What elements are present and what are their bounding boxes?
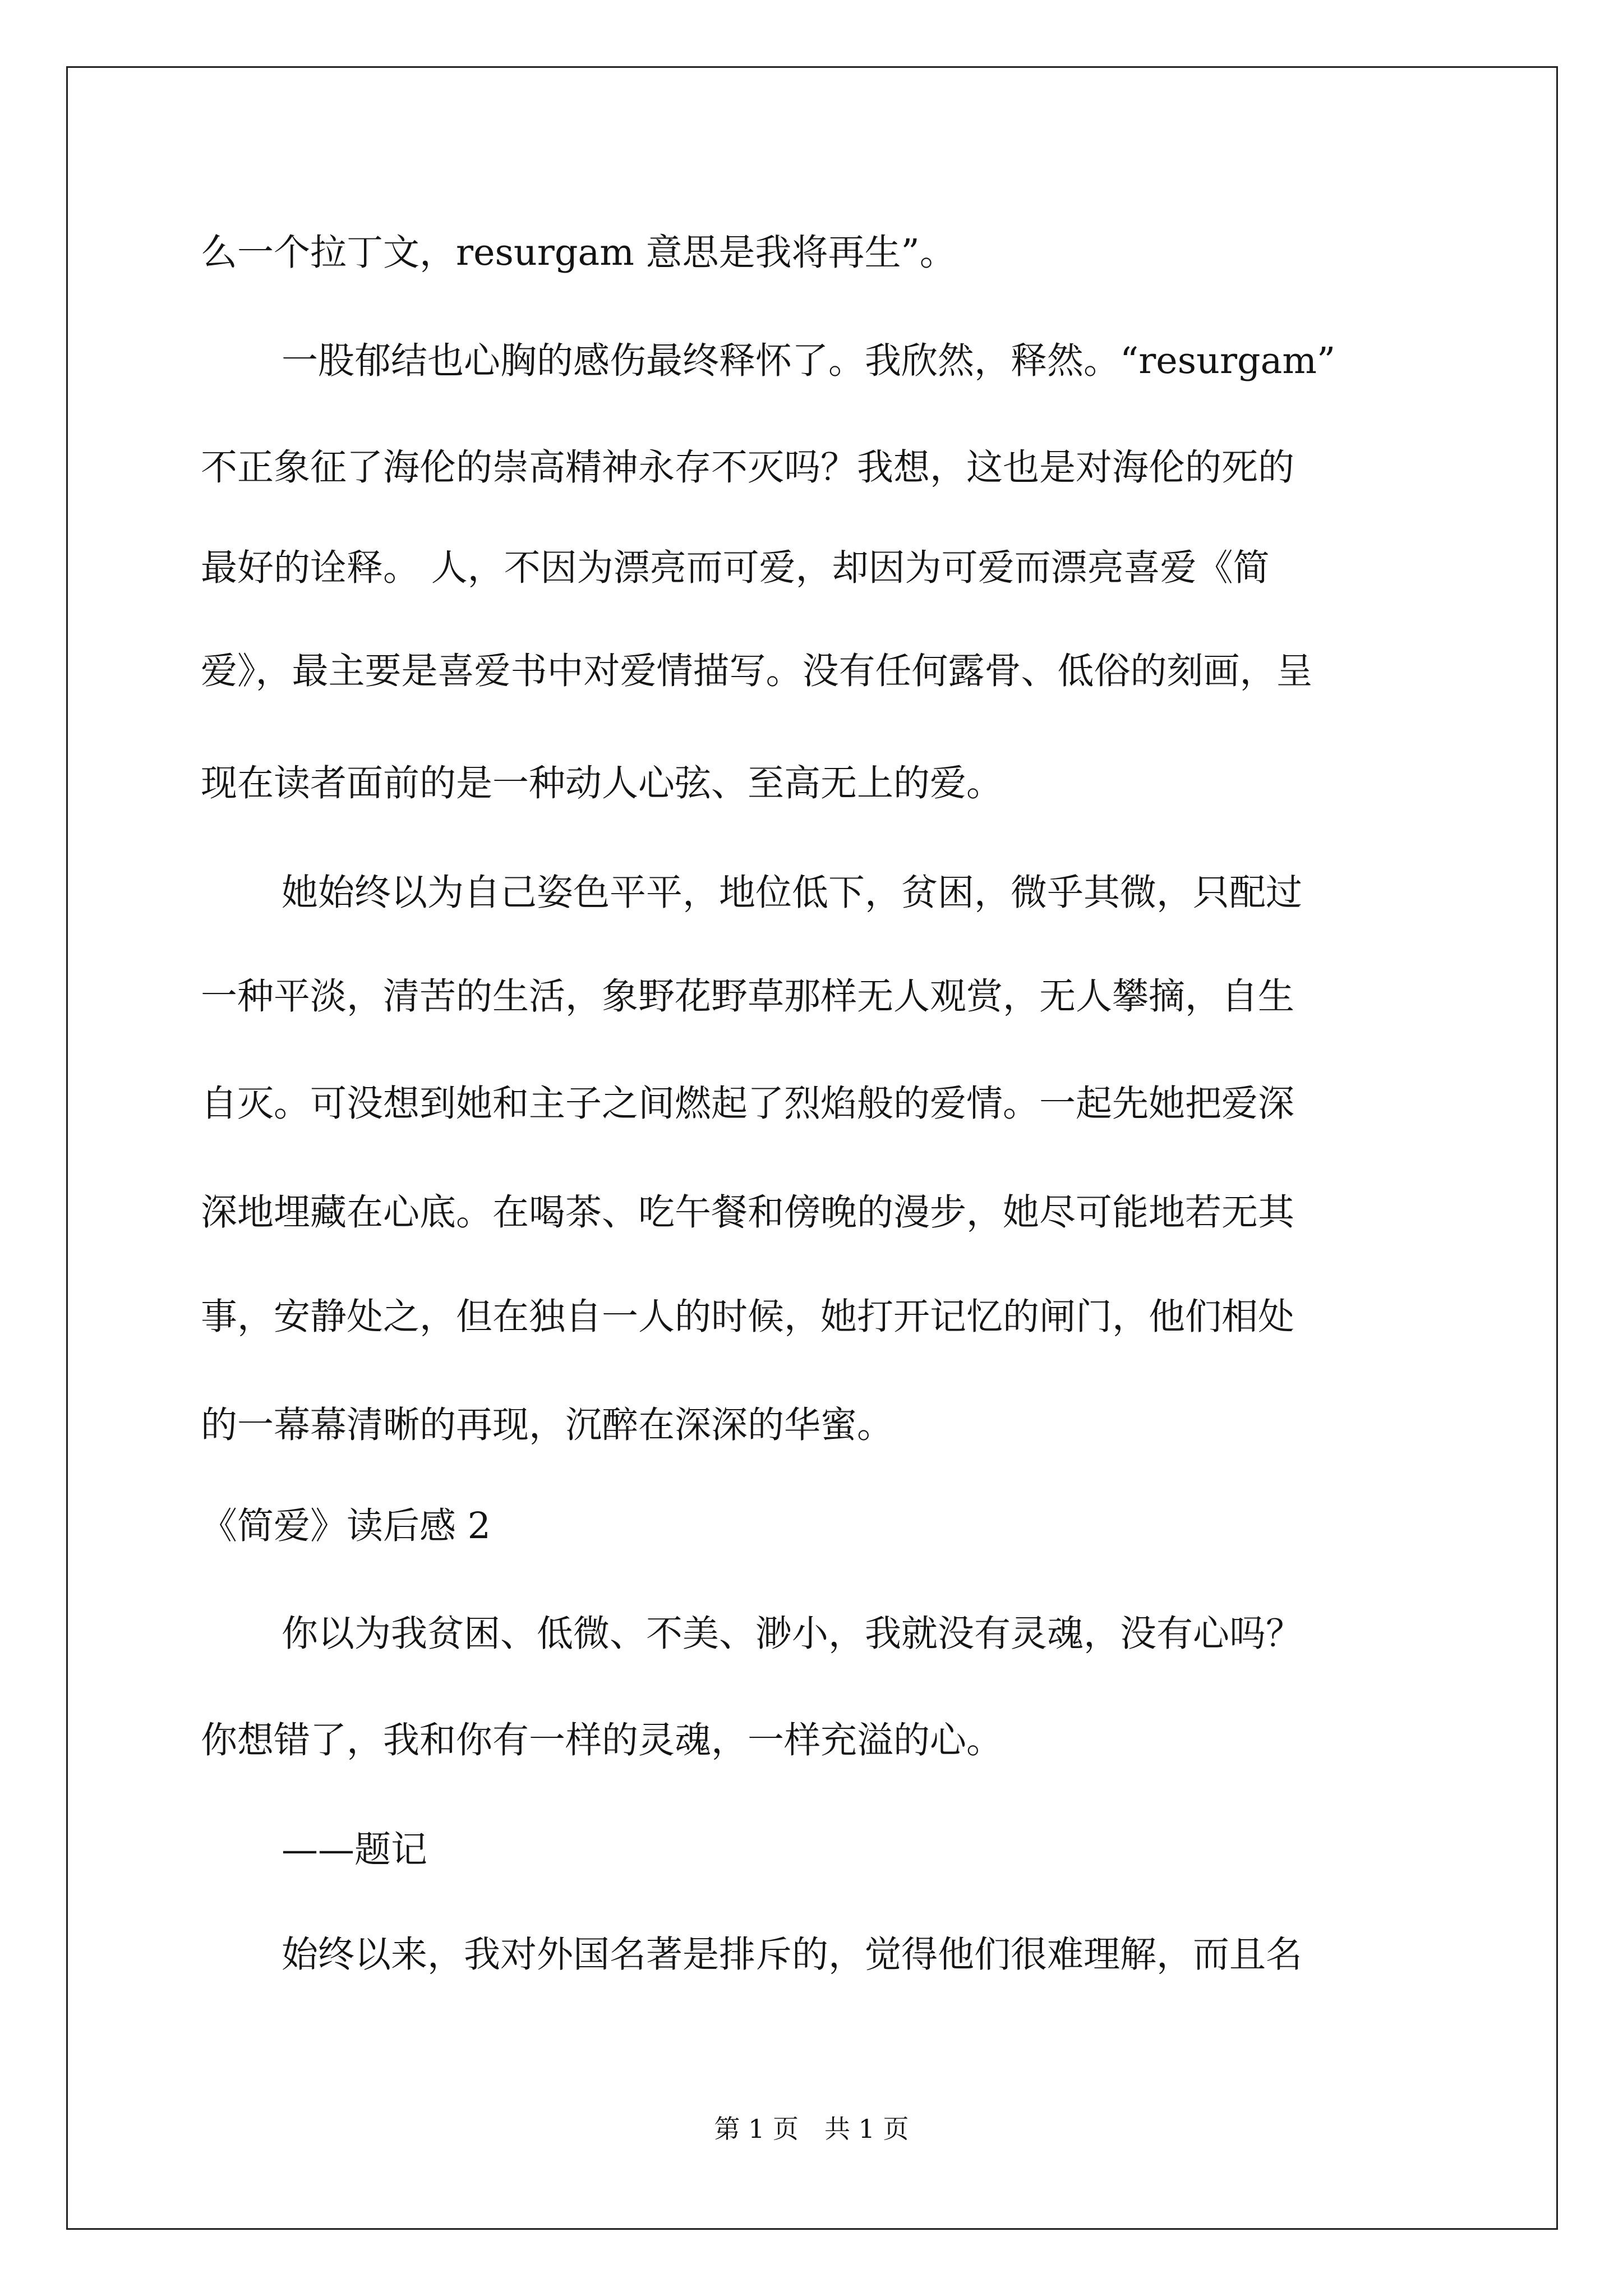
page-border <box>66 66 1558 2230</box>
text-line: 自灭。可没想到她和主子之间燃起了烈焰般的爱情。一起先她把爱深 <box>201 1083 1295 1125</box>
text-line: 一股郁结也心胸的感伤最终释怀了。我欣然，释然。“resurgam” <box>282 340 1336 382</box>
text-line: 现在读者面前的是一种动人心弦、至高无上的爱。 <box>201 762 1003 804</box>
section-heading: 《简爱》读后感 2 <box>201 1505 491 1547</box>
text-line: 爱》，最主要是喜爱书中对爱情描写。没有任何露骨、低俗的刻画，呈 <box>201 650 1313 692</box>
text-line: 一种平淡，清苦的生活，象野花野草那样无人观赏，无人攀摘，自生 <box>201 976 1295 1018</box>
text-line: 深地埋藏在心底。在喝茶、吃午餐和傍晚的漫步，她尽可能地若无其 <box>201 1191 1295 1234</box>
text-line: 最好的诠释。 人，不因为漂亮而可爱，却因为可爱而漂亮喜爱《简 <box>201 547 1270 589</box>
text-line: 她始终以为自己姿色平平，地位低下，贫困，微乎其微，只配过 <box>282 872 1303 914</box>
text-line: 你以为我贫困、低微、不美、渺小，我就没有灵魂，没有心吗？ <box>282 1613 1303 1655</box>
text-line: 的一幕幕清晰的再现，沉醉在深深的华蜜。 <box>201 1404 894 1446</box>
page-footer: 第 1 页 共 1 页 <box>714 2114 909 2144</box>
text-line: 不正象征了海伦的崇高精神永存不灭吗？我想，这也是对海伦的死的 <box>201 447 1295 489</box>
text-line: 么一个拉丁文，resurgam 意思是我将再生”。 <box>201 232 956 274</box>
text-line: 你想错了，我和你有一样的灵魂，一样充溢的心。 <box>201 1719 1003 1761</box>
text-line: 始终以来，我对外国名著是排斥的，觉得他们很难理解，而且名 <box>282 1934 1303 1976</box>
text-line: 事，安静处之，但在独自一人的时候，她打开记忆的闸门，他们相处 <box>201 1296 1295 1338</box>
epigraph-attribution: ——题记 <box>282 1829 428 1871</box>
